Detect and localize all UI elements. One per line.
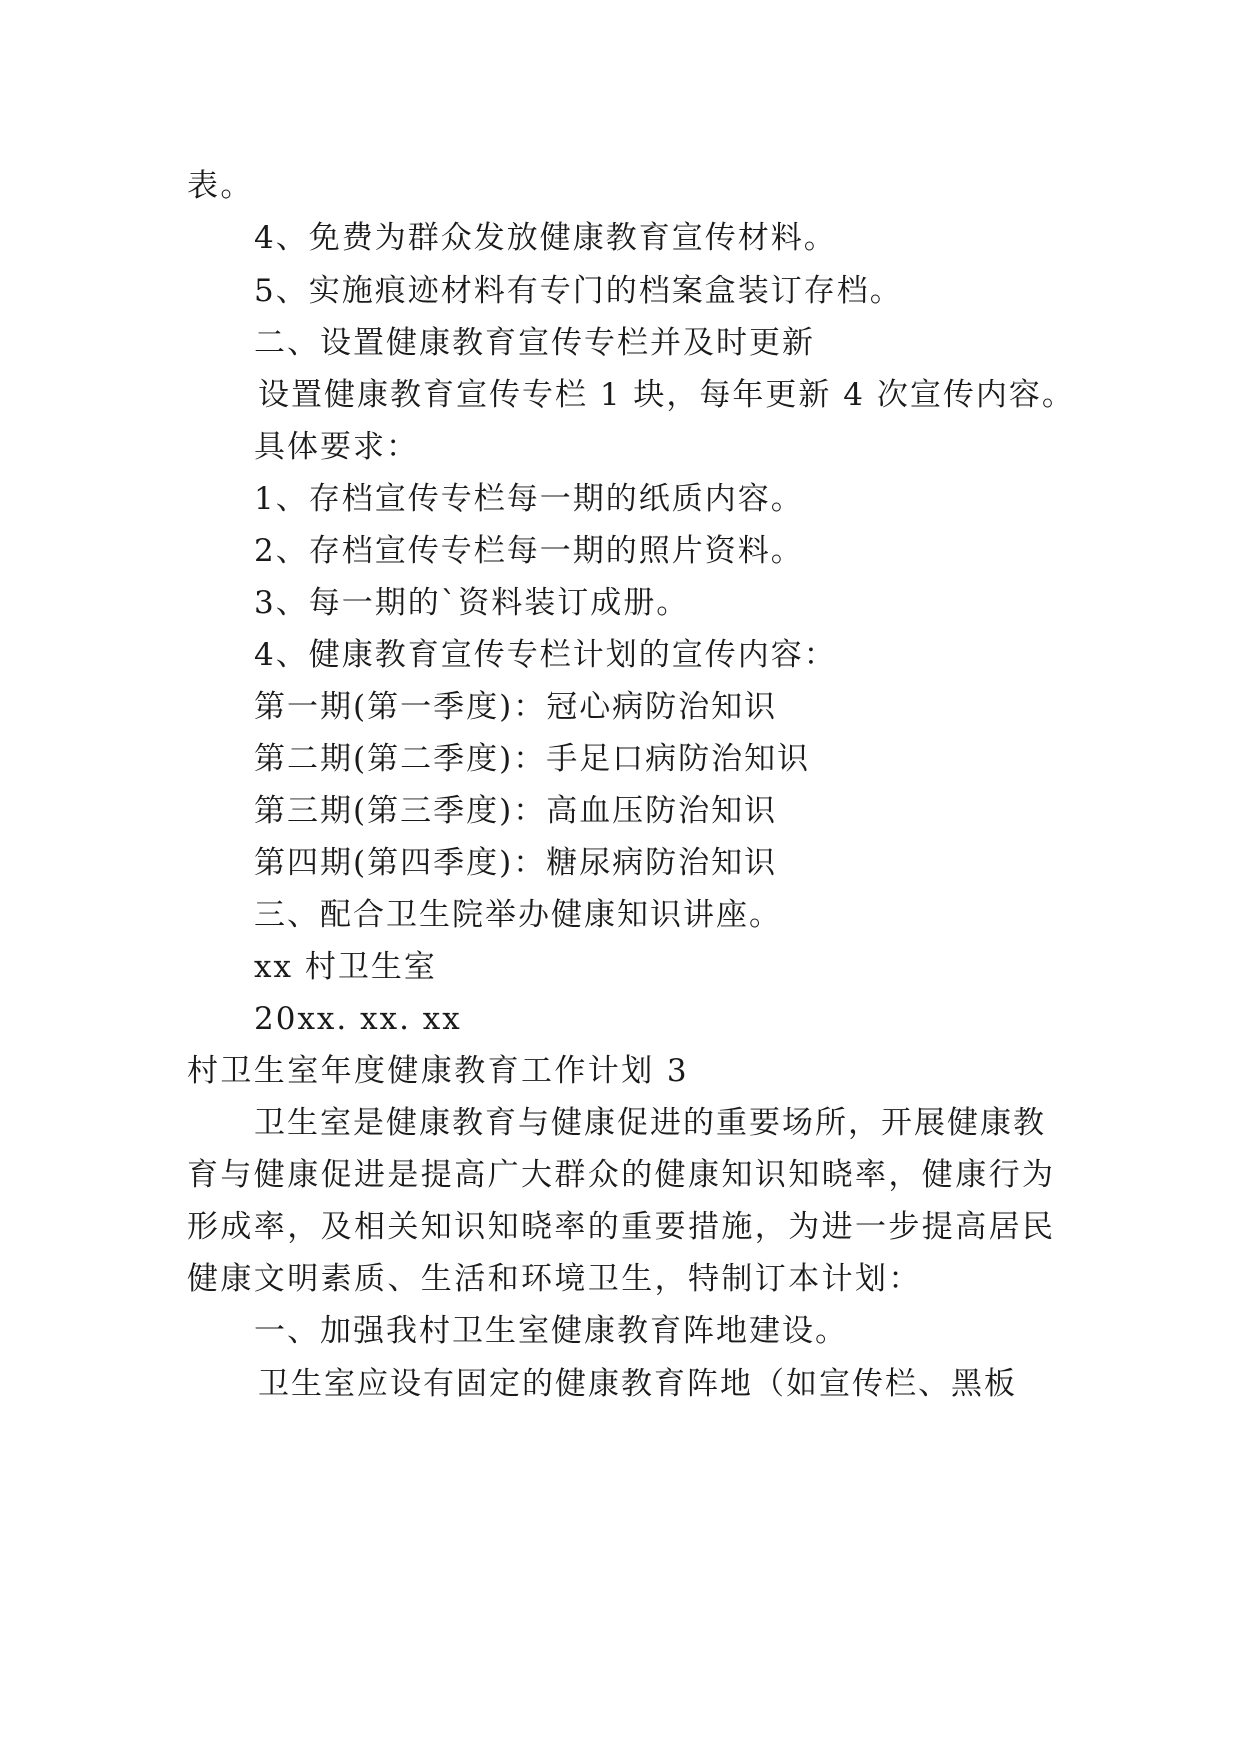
text-line: 健康文明素质、生活和环境卫生，特制订本计划：	[187, 1261, 922, 1297]
text-line: 形成率，及相关知识知晓率的重要措施，为进一步提高居民	[187, 1209, 1056, 1245]
text-line: 表。	[187, 168, 254, 204]
text-line: 具体要求：	[254, 429, 419, 465]
signature-line: xx 村卫生室	[254, 949, 437, 985]
text-line: 3、每一期的`资料装订成册。	[254, 585, 690, 621]
section-heading: 二、设置健康教育宣传专栏并及时更新	[254, 325, 815, 361]
document-title: 村卫生室年度健康教育工作计划 3	[187, 1053, 689, 1089]
text-line: 育与健康促进是提高广大群众的健康知识知晓率，健康行为	[187, 1157, 1056, 1193]
text-line: 第四期(第四季度)：糖尿病防治知识	[254, 845, 778, 881]
text-line: 4、健康教育宣传专栏计划的宣传内容：	[254, 637, 837, 673]
text-line: 第二期(第二季度)：手足口病防治知识	[254, 741, 811, 777]
text-line: 2、存档宣传专栏每一期的照片资料。	[254, 533, 804, 569]
text-line: 第三期(第三季度)：高血压防治知识	[254, 793, 778, 829]
section-heading: 三、配合卫生院举办健康知识讲座。	[254, 897, 782, 933]
text-line: 1、存档宣传专栏每一期的纸质内容。	[254, 481, 804, 517]
text-line: 第一期(第一季度)：冠心病防治知识	[254, 689, 778, 725]
text-line: 卫生室应设有固定的健康教育阵地（如宣传栏、黑板	[258, 1366, 1017, 1402]
text-line: 5、实施痕迹材料有专门的档案盒装订存档。	[254, 273, 903, 309]
section-heading: 一、加强我村卫生室健康教育阵地建设。	[254, 1313, 848, 1349]
text-line: 卫生室是健康教育与健康促进的重要场所，开展健康教	[254, 1105, 1046, 1141]
text-line: 4、免费为群众发放健康教育宣传材料。	[254, 220, 837, 256]
text-line: 设置健康教育宣传专栏 1 块，每年更新 4 次宣传内容。	[258, 377, 1075, 413]
date-line: 20xx. xx. xx	[254, 1001, 462, 1037]
